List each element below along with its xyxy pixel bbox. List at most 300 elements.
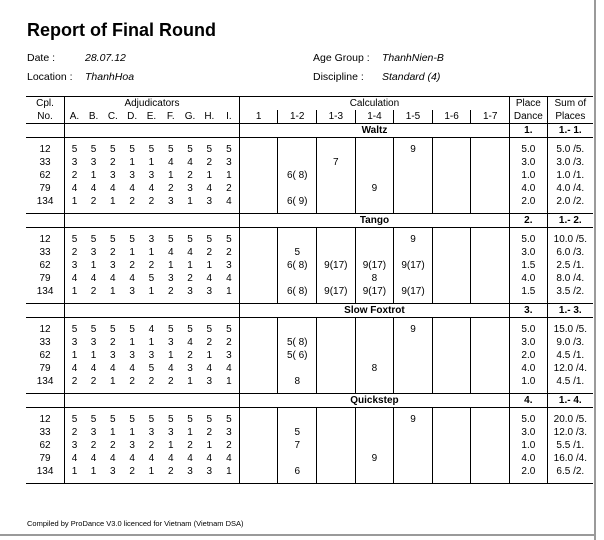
calc-cell [317,336,356,349]
sum-of-places: 5.0 /5. [547,143,593,156]
place-dance: 1.5 [510,285,548,298]
calc-cell [432,349,471,362]
judge-mark: 3 [167,336,174,348]
couple-row [26,452,593,465]
judge-mark: 5 [65,233,84,246]
judge-mark: 3 [206,195,213,207]
judge-mark: 2 [167,375,174,387]
judge-mark: 5 [129,143,135,155]
judge-mark: 4 [65,362,84,375]
calc-cell [432,452,471,465]
judge-mark: 5 [90,323,97,335]
calc-cell [239,413,278,426]
couple-number: 12 [39,143,51,155]
judge-mark: 5 [187,323,193,335]
judge-mark: 5 [110,143,116,155]
calc-cell: 9(17) [394,285,433,298]
judge-mark: 5 [65,143,84,156]
calc-cell: 8 [355,272,394,285]
judge-mark: 4 [148,323,155,335]
sum-of-places: 8.0 /4. [547,272,593,285]
calc-cell [432,439,471,452]
couple-number: 33 [39,336,51,348]
judge-mark: 3 [90,336,97,348]
judge-mark: 2 [206,426,213,438]
judge-mark: 2 [226,246,232,258]
calc-cell [278,362,317,375]
calc-cell [239,272,278,285]
row-pad [122,478,141,484]
sum-of-places: 12.0 /3. [547,426,593,439]
calc-cell: 5( 6) [278,349,317,362]
judge-mark: 5 [129,413,135,425]
judge-mark: 4 [206,272,213,284]
couple-row [26,375,593,388]
calc-cell [432,246,471,259]
calc-col-header: 1-7 [471,110,510,124]
row-pad [142,478,161,484]
adjudicators-spacer [65,394,240,408]
sum-of-places: 10.0 /5. [547,233,593,246]
calc-cell [432,375,471,388]
calc-cell: 7 [278,439,317,452]
judge-mark: 1 [226,465,232,477]
couple-number: 79 [39,182,51,194]
dance-name: Tango [239,214,509,228]
judge-mark: 2 [110,439,116,451]
sum-of-places: 3.0 /3. [547,156,593,169]
judge-mark: 1 [187,195,193,207]
calc-cell [394,362,433,375]
judge-mark: 1 [148,285,155,297]
judge-mark: 4 [129,452,135,464]
judge-mark: 4 [65,452,84,465]
judge-mark: 5 [148,362,155,374]
calc-cell: 6( 8) [278,259,317,272]
calc-cell: 9 [355,182,394,195]
dance-header-row [26,214,593,228]
calc-cell [471,349,510,362]
calc-col-header: 1-5 [394,110,433,124]
judge-mark: 3 [65,259,84,272]
calc-cell [239,259,278,272]
judge-mark: 2 [65,169,84,182]
dance-header-row [26,304,593,318]
judge-mark: 4 [90,272,97,284]
judge-mark: 2 [110,246,116,258]
page-edge-bottom [0,534,596,536]
cpl-header-bottom: No. [26,110,65,124]
judge-mark: 3 [65,156,84,169]
couple-row [26,169,593,182]
page-edge-right [594,0,596,540]
dance-number: 2. [510,214,548,228]
couple-number: 33 [39,246,51,258]
calc-cell [355,323,394,336]
calc-cell [471,426,510,439]
judge-header: F. [161,110,180,124]
calc-cell [355,233,394,246]
judge-mark: 2 [65,426,84,439]
calc-cell [471,259,510,272]
calc-cell [394,349,433,362]
calc-cell: 9 [394,413,433,426]
judge-mark: 4 [90,182,97,194]
judge-mark: 2 [206,156,213,168]
sum-of-places: 9.0 /3. [547,336,593,349]
calc-cell [394,195,433,208]
couple-row [26,272,593,285]
row-pad [103,478,122,484]
judge-mark: 1 [110,195,116,207]
sum-of-places: 1.0 /1. [547,169,593,182]
calc-cell [394,182,433,195]
discipline-value: Standard (4) [382,71,441,83]
calc-cell: 9(17) [317,285,356,298]
judge-mark: 4 [226,195,232,207]
sum-of-places: 2.0 /2. [547,195,593,208]
judge-mark: 1 [167,259,174,271]
calc-cell [278,452,317,465]
calc-cell: 9 [394,233,433,246]
judge-mark: 3 [90,156,97,168]
judge-mark: 1 [206,259,213,271]
calc-cell [317,375,356,388]
place-header-bottom: Dance [510,110,548,124]
calc-cell: 7 [317,156,356,169]
judge-mark: 1 [226,375,232,387]
couple-number: 134 [36,195,54,207]
place-dance: 2.0 [510,349,548,362]
couple-row [26,323,593,336]
sum-of-places: 4.0 /4. [547,182,593,195]
judge-mark: 4 [110,182,116,194]
judge-mark: 4 [148,452,155,464]
place-dance: 2.0 [510,465,548,478]
judge-mark: 4 [148,182,155,194]
judge-mark: 3 [110,465,116,477]
calc-cell [432,465,471,478]
calc-cell: 9(17) [355,285,394,298]
judge-mark: 4 [187,156,193,168]
judge-mark: 4 [65,272,84,285]
judge-mark: 2 [206,246,213,258]
judge-mark: 3 [167,195,174,207]
row-pad [219,478,239,484]
results-table [26,96,593,484]
judge-mark: 4 [129,182,135,194]
calc-cell [471,195,510,208]
place-dance: 5.0 [510,143,548,156]
judge-mark: 2 [129,195,135,207]
calc-cell [471,465,510,478]
calc-cell [471,413,510,426]
judge-mark: 3 [65,336,84,349]
judge-mark: 5 [90,233,97,245]
calc-cell [317,272,356,285]
calc-col-header: 1-2 [278,110,317,124]
place-dance: 3.0 [510,156,548,169]
place-dance: 5.0 [510,413,548,426]
calc-cell [317,452,356,465]
judge-mark: 4 [226,272,232,284]
judge-mark: 5 [90,143,97,155]
age-group-label: Age Group : [313,52,370,64]
calc-cell [471,156,510,169]
place-dance: 1.0 [510,439,548,452]
calc-cell [471,336,510,349]
judge-mark: 2 [226,439,232,451]
judge-mark: 5 [167,233,174,245]
calc-col-header: 1 [239,110,278,124]
calc-cell [239,336,278,349]
judge-mark: 1 [65,465,84,478]
calc-cell [432,182,471,195]
place-dance: 5.0 [510,233,548,246]
row-pad [278,478,317,484]
age-group-value: ThanhNien-B [382,52,444,64]
calc-cell [317,246,356,259]
couple-row [26,426,593,439]
judge-mark: 1 [65,195,84,208]
judge-mark: 2 [187,169,193,181]
place-dance: 4.0 [510,182,548,195]
couple-number: 134 [36,375,54,387]
couple-row [26,246,593,259]
calc-cell [355,465,394,478]
calc-cell [432,323,471,336]
judge-mark: 4 [206,452,213,464]
calc-cell [394,439,433,452]
row-pad [510,478,548,484]
judge-mark: 1 [206,169,213,181]
judge-mark: 5 [148,272,155,284]
judge-mark: 2 [187,349,193,361]
cpl-spacer [26,304,65,318]
judge-mark: 4 [187,336,193,348]
judge-mark: 1 [129,156,135,168]
judge-mark: 3 [167,272,174,284]
judge-mark: 5 [90,413,97,425]
row-pad [65,478,84,484]
calc-cell [394,336,433,349]
couple-number: 12 [39,233,51,245]
sum-of-places: 3.5 /2. [547,285,593,298]
calc-cell [317,143,356,156]
judge-mark: 5 [226,143,232,155]
dance-header-row [26,124,593,138]
calc-cell [317,182,356,195]
calc-cell [317,195,356,208]
sum-range: 1.- 3. [547,304,593,318]
judge-mark: 3 [187,285,193,297]
calc-cell [471,182,510,195]
judge-mark: 1 [65,349,84,362]
judge-mark: 1 [206,439,213,451]
judge-mark: 3 [148,233,155,245]
judge-header: A. [65,110,84,124]
calc-cell [394,156,433,169]
calc-cell: 9 [394,323,433,336]
judge-mark: 2 [187,272,193,284]
calc-cell [317,413,356,426]
calc-cell [239,362,278,375]
calc-cell [355,246,394,259]
calc-cell [471,169,510,182]
judge-mark: 2 [90,195,97,207]
judge-mark: 4 [65,182,84,195]
place-dance: 2.0 [510,195,548,208]
judge-mark: 4 [110,272,116,284]
calc-cell: 9(17) [317,259,356,272]
judge-mark: 4 [110,362,116,374]
judge-mark: 2 [90,439,97,451]
dance-number: 1. [510,124,548,138]
couple-number: 62 [39,259,51,271]
location-value: ThanhHoa [85,71,135,83]
couple-row [26,259,593,272]
couple-number: 134 [36,285,54,297]
place-dance: 1.0 [510,375,548,388]
calc-cell [239,323,278,336]
calc-cell: 6 [278,465,317,478]
date-value: 28.07.12 [85,52,126,64]
calc-cell [355,426,394,439]
judge-mark: 2 [110,156,116,168]
judge-mark: 5 [167,323,174,335]
sum-range: 1.- 1. [547,124,593,138]
calc-cell [394,272,433,285]
calc-cell [432,259,471,272]
judge-mark: 2 [90,285,97,297]
judge-header: I. [219,110,239,124]
calc-cell: 8 [278,375,317,388]
place-dance: 5.0 [510,323,548,336]
calc-cell [471,323,510,336]
judge-mark: 1 [110,285,116,297]
judge-mark: 2 [206,336,213,348]
place-dance: 3.0 [510,246,548,259]
couple-number: 33 [39,156,51,168]
calc-cell [317,439,356,452]
couple-row [26,439,593,452]
report-title: Report of Final Round [27,20,216,40]
judge-mark: 5 [65,413,84,426]
judge-mark: 3 [187,182,193,194]
calc-cell [471,233,510,246]
calc-cell [471,452,510,465]
calc-cell [239,439,278,452]
couple-row [26,233,593,246]
calc-cell [355,336,394,349]
judge-mark: 4 [187,452,193,464]
sum-of-places: 15.0 /5. [547,323,593,336]
judge-mark: 2 [226,336,232,348]
cpl-spacer [26,394,65,408]
calc-cell [471,375,510,388]
calc-cell [239,195,278,208]
place-dance: 4.0 [510,362,548,375]
judge-mark: 1 [129,246,135,258]
sum-of-places: 4.5 /1. [547,349,593,362]
judge-header: B. [84,110,103,124]
calc-cell [471,246,510,259]
location-label: Location : [27,71,73,83]
judge-mark: 3 [129,349,135,361]
calc-cell [239,182,278,195]
row-pad [394,478,433,484]
judge-mark: 1 [148,156,155,168]
dance-number: 4. [510,394,548,408]
sum-of-places: 16.0 /4. [547,452,593,465]
couple-number: 134 [36,465,54,477]
calc-cell [394,375,433,388]
sum-of-places: 20.0 /5. [547,413,593,426]
calc-cell [317,465,356,478]
judge-mark: 1 [90,259,97,271]
place-header-top: Place [510,97,548,111]
judge-mark: 2 [148,195,155,207]
judge-mark: 3 [167,426,174,438]
sum-of-places: 5.5 /1. [547,439,593,452]
judge-mark: 3 [129,169,135,181]
sum-of-places: 6.5 /2. [547,465,593,478]
couple-number: 79 [39,452,51,464]
calc-cell [471,362,510,375]
judge-mark: 1 [226,285,232,297]
calc-cell: 5 [278,246,317,259]
place-dance: 4.0 [510,452,548,465]
judge-mark: 2 [65,375,84,388]
couple-row [26,413,593,426]
calc-cell [239,465,278,478]
judge-mark: 4 [167,246,174,258]
judge-mark: 3 [206,465,213,477]
calc-cell [278,233,317,246]
calc-cell [278,182,317,195]
judge-mark: 5 [226,233,232,245]
calc-cell: 8 [355,362,394,375]
couple-number: 12 [39,413,51,425]
calc-cell [317,362,356,375]
calc-cell [239,169,278,182]
place-dance: 4.0 [510,272,548,285]
judge-mark: 4 [129,272,135,284]
adjudicators-spacer [65,124,240,138]
judge-mark: 3 [226,349,232,361]
calc-cell [317,169,356,182]
judge-header: E. [142,110,161,124]
calc-cell [394,465,433,478]
judge-mark: 5 [206,143,213,155]
judge-mark: 4 [167,156,174,168]
sum-range: 1.- 2. [547,214,593,228]
calc-cell [239,452,278,465]
couple-row [26,349,593,362]
calc-cell [432,195,471,208]
judge-mark: 5 [206,323,213,335]
row-pad [471,478,510,484]
dance-name: Waltz [239,124,509,138]
judge-mark: 2 [129,465,135,477]
judge-header: G. [180,110,199,124]
couple-row [26,195,593,208]
calc-cell [432,413,471,426]
judge-mark: 1 [90,349,97,361]
judge-header: C. [103,110,122,124]
sum-header-bottom: Places [547,110,593,124]
calc-cell: 9(17) [394,259,433,272]
